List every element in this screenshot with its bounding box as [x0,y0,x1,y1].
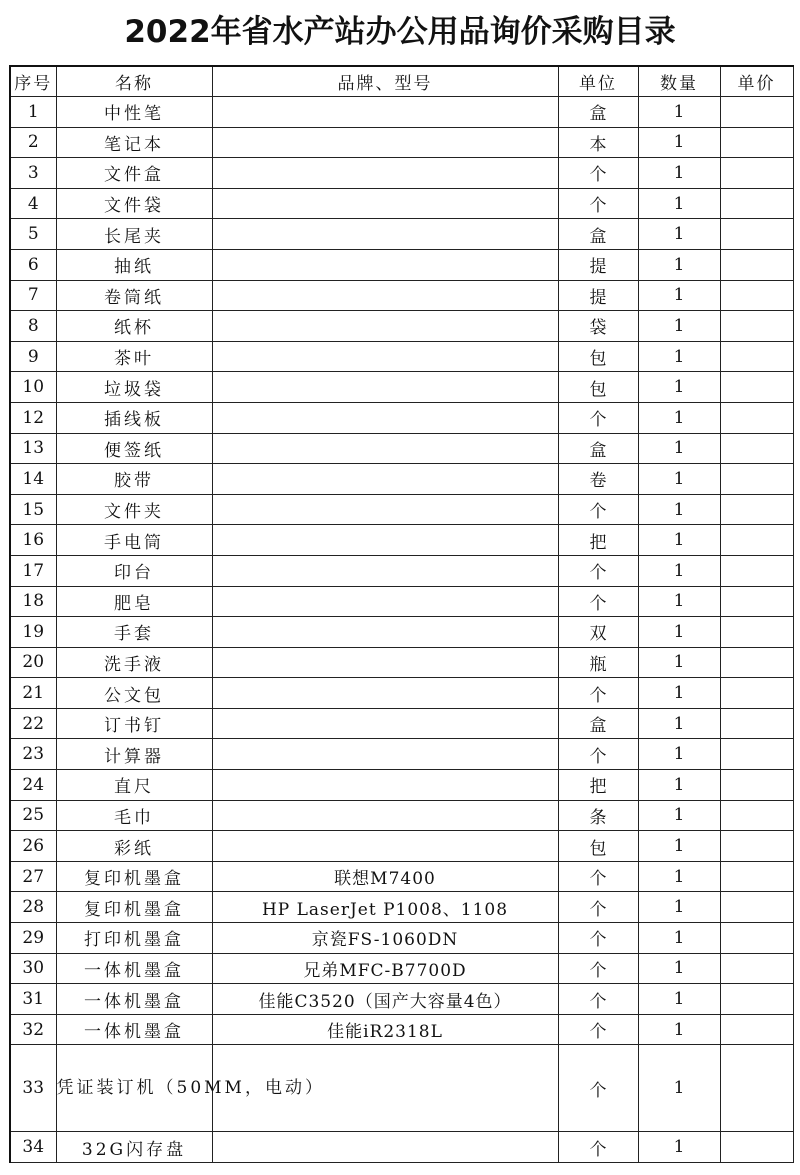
table-row [10,800,793,831]
cell-model [212,770,558,801]
cell-unit: 个 [558,953,638,984]
cell-unit: 个 [558,1045,638,1132]
cell-model [212,555,558,586]
table-row [10,892,793,923]
cell-price [720,953,793,984]
cell-name: 抽纸 [56,249,212,280]
cell-seq: 16 [10,525,56,556]
table-row [10,555,793,586]
cell-unit: 盒 [558,433,638,464]
header-qty: 数量 [638,66,720,97]
table-row [10,739,793,770]
table-row [10,586,793,617]
cell-qty: 1 [638,861,720,892]
cell-qty: 1 [638,617,720,648]
cell-price [720,464,793,495]
cell-unit: 个 [558,555,638,586]
cell-unit: 个 [558,586,638,617]
header-model: 品牌、型号 [212,66,558,97]
document-title: 2022年省水产站办公用品询价采购目录 [124,14,676,50]
cell-price [720,1014,793,1045]
table-row [10,770,793,801]
cell-model: 联想M7400 [212,861,558,892]
cell-seq: 30 [10,953,56,984]
cell-unit: 双 [558,617,638,648]
table-row [10,1132,793,1163]
cell-unit: 个 [558,678,638,709]
cell-price [720,158,793,189]
cell-name: 茶叶 [56,341,212,372]
cell-price [720,831,793,862]
cell-price [720,525,793,556]
cell-name: 笔记本 [56,127,212,158]
cell-model [212,341,558,372]
cell-name: 插线板 [56,402,212,433]
cell-price [720,708,793,739]
cell-qty: 1 [638,800,720,831]
cell-qty: 1 [638,311,720,342]
cell-unit: 把 [558,770,638,801]
cell-qty: 1 [638,555,720,586]
header-price: 单价 [720,66,793,97]
cell-qty: 1 [638,831,720,862]
table-row [10,984,793,1015]
cell-name: 凭证装订机（50MM，电动） [56,1045,212,1132]
cell-price [720,280,793,311]
cell-model [212,708,558,739]
cell-model [212,800,558,831]
table-row [10,97,793,128]
table-row [10,249,793,280]
cell-seq: 13 [10,433,56,464]
cell-model [212,280,558,311]
cell-qty: 1 [638,1014,720,1045]
cell-unit: 提 [558,249,638,280]
cell-seq: 15 [10,494,56,525]
header-unit: 单位 [558,66,638,97]
cell-model [212,647,558,678]
cell-qty: 1 [638,433,720,464]
table-row [10,525,793,556]
table-row [10,158,793,189]
cell-seq: 8 [10,311,56,342]
cell-qty: 1 [638,158,720,189]
cell-price [720,1132,793,1163]
table-row [10,923,793,954]
cell-qty: 1 [638,647,720,678]
cell-qty: 1 [638,678,720,709]
cell-name: 订书钉 [56,708,212,739]
cell-price [720,341,793,372]
cell-price [720,219,793,250]
cell-model: 京瓷FS-1060DN [212,923,558,954]
cell-name: 32G闪存盘 [56,1132,212,1163]
cell-unit: 把 [558,525,638,556]
cell-seq: 28 [10,892,56,923]
cell-price [720,188,793,219]
cell-seq: 31 [10,984,56,1015]
cell-seq: 12 [10,402,56,433]
cell-name: 毛巾 [56,800,212,831]
cell-price [720,494,793,525]
cell-price [720,586,793,617]
procurement-table [9,65,794,1163]
cell-unit: 个 [558,892,638,923]
cell-unit: 盒 [558,97,638,128]
cell-seq: 6 [10,249,56,280]
cell-model [212,525,558,556]
table-row [10,708,793,739]
table-row [10,280,793,311]
cell-model [212,617,558,648]
cell-qty: 1 [638,739,720,770]
cell-qty: 1 [638,494,720,525]
cell-price [720,311,793,342]
cell-seq: 27 [10,861,56,892]
cell-model [212,219,558,250]
cell-qty: 1 [638,1132,720,1163]
cell-seq: 5 [10,219,56,250]
cell-qty: 1 [638,219,720,250]
cell-name: 一体机墨盒 [56,984,212,1015]
cell-model [212,494,558,525]
cell-model [212,372,558,403]
cell-unit: 盒 [558,708,638,739]
cell-model [212,739,558,770]
cell-model [212,678,558,709]
cell-model [212,249,558,280]
cell-unit: 个 [558,861,638,892]
table-row [10,188,793,219]
cell-model [212,188,558,219]
cell-seq: 18 [10,586,56,617]
cell-name: 纸杯 [56,311,212,342]
cell-qty: 1 [638,708,720,739]
cell-qty: 1 [638,280,720,311]
cell-qty: 1 [638,525,720,556]
cell-price [720,678,793,709]
header-seq: 序号 [10,66,56,97]
cell-qty: 1 [638,464,720,495]
cell-name: 卷筒纸 [56,280,212,311]
table-row [10,433,793,464]
cell-name: 一体机墨盒 [56,953,212,984]
cell-seq: 21 [10,678,56,709]
cell-price [720,1045,793,1132]
cell-price [720,892,793,923]
cell-model [212,158,558,189]
cell-model [212,127,558,158]
cell-seq: 23 [10,739,56,770]
cell-name: 长尾夹 [56,219,212,250]
cell-name: 中性笔 [56,97,212,128]
cell-seq: 10 [10,372,56,403]
cell-name: 手电筒 [56,525,212,556]
cell-price [720,770,793,801]
cell-qty: 1 [638,1045,720,1132]
cell-price [720,800,793,831]
table-header-row [10,66,793,97]
cell-name: 直尺 [56,770,212,801]
cell-name: 垃圾袋 [56,372,212,403]
table-row [10,1014,793,1045]
cell-qty: 1 [638,127,720,158]
cell-model [212,97,558,128]
cell-seq: 32 [10,1014,56,1045]
cell-seq: 7 [10,280,56,311]
cell-name: 一体机墨盒 [56,1014,212,1045]
cell-seq: 24 [10,770,56,801]
cell-unit: 本 [558,127,638,158]
cell-seq: 4 [10,188,56,219]
cell-price [720,647,793,678]
cell-model: 佳能C3520（国产大容量4色） [212,984,558,1015]
cell-model: HP LaserJet P1008、1108 [212,892,558,923]
cell-unit: 个 [558,739,638,770]
table-row [10,861,793,892]
cell-model [212,433,558,464]
cell-seq: 2 [10,127,56,158]
cell-seq: 22 [10,708,56,739]
cell-price [720,923,793,954]
table-row [10,494,793,525]
cell-price [720,97,793,128]
cell-unit: 包 [558,831,638,862]
cell-unit: 个 [558,1132,638,1163]
cell-unit: 包 [558,341,638,372]
cell-unit: 个 [558,1014,638,1045]
cell-price [720,984,793,1015]
cell-qty: 1 [638,249,720,280]
cell-name: 肥皂 [56,586,212,617]
cell-model [212,1132,558,1163]
cell-model [212,464,558,495]
cell-price [720,372,793,403]
cell-unit: 提 [558,280,638,311]
cell-model [212,831,558,862]
cell-seq: 26 [10,831,56,862]
cell-seq: 14 [10,464,56,495]
cell-name: 印台 [56,555,212,586]
cell-seq: 34 [10,1132,56,1163]
cell-price [720,555,793,586]
cell-unit: 个 [558,494,638,525]
cell-qty: 1 [638,770,720,801]
table-row [10,402,793,433]
cell-price [720,402,793,433]
cell-name: 公文包 [56,678,212,709]
table-row [10,341,793,372]
cell-qty: 1 [638,372,720,403]
cell-unit: 盒 [558,219,638,250]
cell-unit: 袋 [558,311,638,342]
cell-model: 佳能iR2318L [212,1014,558,1045]
cell-qty: 1 [638,341,720,372]
table-row [10,953,793,984]
cell-unit: 个 [558,984,638,1015]
table-row [10,831,793,862]
cell-name: 彩纸 [56,831,212,862]
table-row [10,219,793,250]
cell-price [720,433,793,464]
table-row [10,127,793,158]
cell-qty: 1 [638,586,720,617]
header-name: 名称 [56,66,212,97]
cell-qty: 1 [638,892,720,923]
cell-unit: 条 [558,800,638,831]
cell-name: 文件盒 [56,158,212,189]
cell-price [720,617,793,648]
table-row [10,617,793,648]
table-row [10,678,793,709]
cell-price [720,127,793,158]
table-row [10,647,793,678]
cell-name: 打印机墨盒 [56,923,212,954]
cell-seq: 1 [10,97,56,128]
table-body [10,97,793,1163]
cell-qty: 1 [638,923,720,954]
cell-name: 文件袋 [56,188,212,219]
cell-unit: 个 [558,188,638,219]
table-row [10,464,793,495]
cell-unit: 包 [558,372,638,403]
cell-seq: 9 [10,341,56,372]
cell-seq: 33 [10,1045,56,1132]
cell-seq: 19 [10,617,56,648]
cell-qty: 1 [638,97,720,128]
cell-qty: 1 [638,984,720,1015]
table-row [10,372,793,403]
cell-qty: 1 [638,188,720,219]
cell-unit: 个 [558,158,638,189]
cell-name: 复印机墨盒 [56,892,212,923]
cell-name: 复印机墨盒 [56,861,212,892]
cell-name: 手套 [56,617,212,648]
cell-model [212,402,558,433]
cell-seq: 17 [10,555,56,586]
cell-model: 兄弟MFC-B7700D [212,953,558,984]
cell-qty: 1 [638,402,720,433]
cell-name: 洗手液 [56,647,212,678]
cell-model [212,586,558,617]
cell-model [212,311,558,342]
table-row [10,1045,793,1132]
table-row [10,311,793,342]
cell-seq: 25 [10,800,56,831]
cell-unit: 瓶 [558,647,638,678]
cell-name: 计算器 [56,739,212,770]
cell-name: 胶带 [56,464,212,495]
cell-price [720,861,793,892]
cell-unit: 个 [558,923,638,954]
cell-seq: 29 [10,923,56,954]
cell-unit: 个 [558,402,638,433]
cell-name: 便签纸 [56,433,212,464]
cell-seq: 20 [10,647,56,678]
cell-price [720,739,793,770]
cell-qty: 1 [638,953,720,984]
cell-seq: 3 [10,158,56,189]
cell-price [720,249,793,280]
cell-name: 文件夹 [56,494,212,525]
cell-unit: 卷 [558,464,638,495]
